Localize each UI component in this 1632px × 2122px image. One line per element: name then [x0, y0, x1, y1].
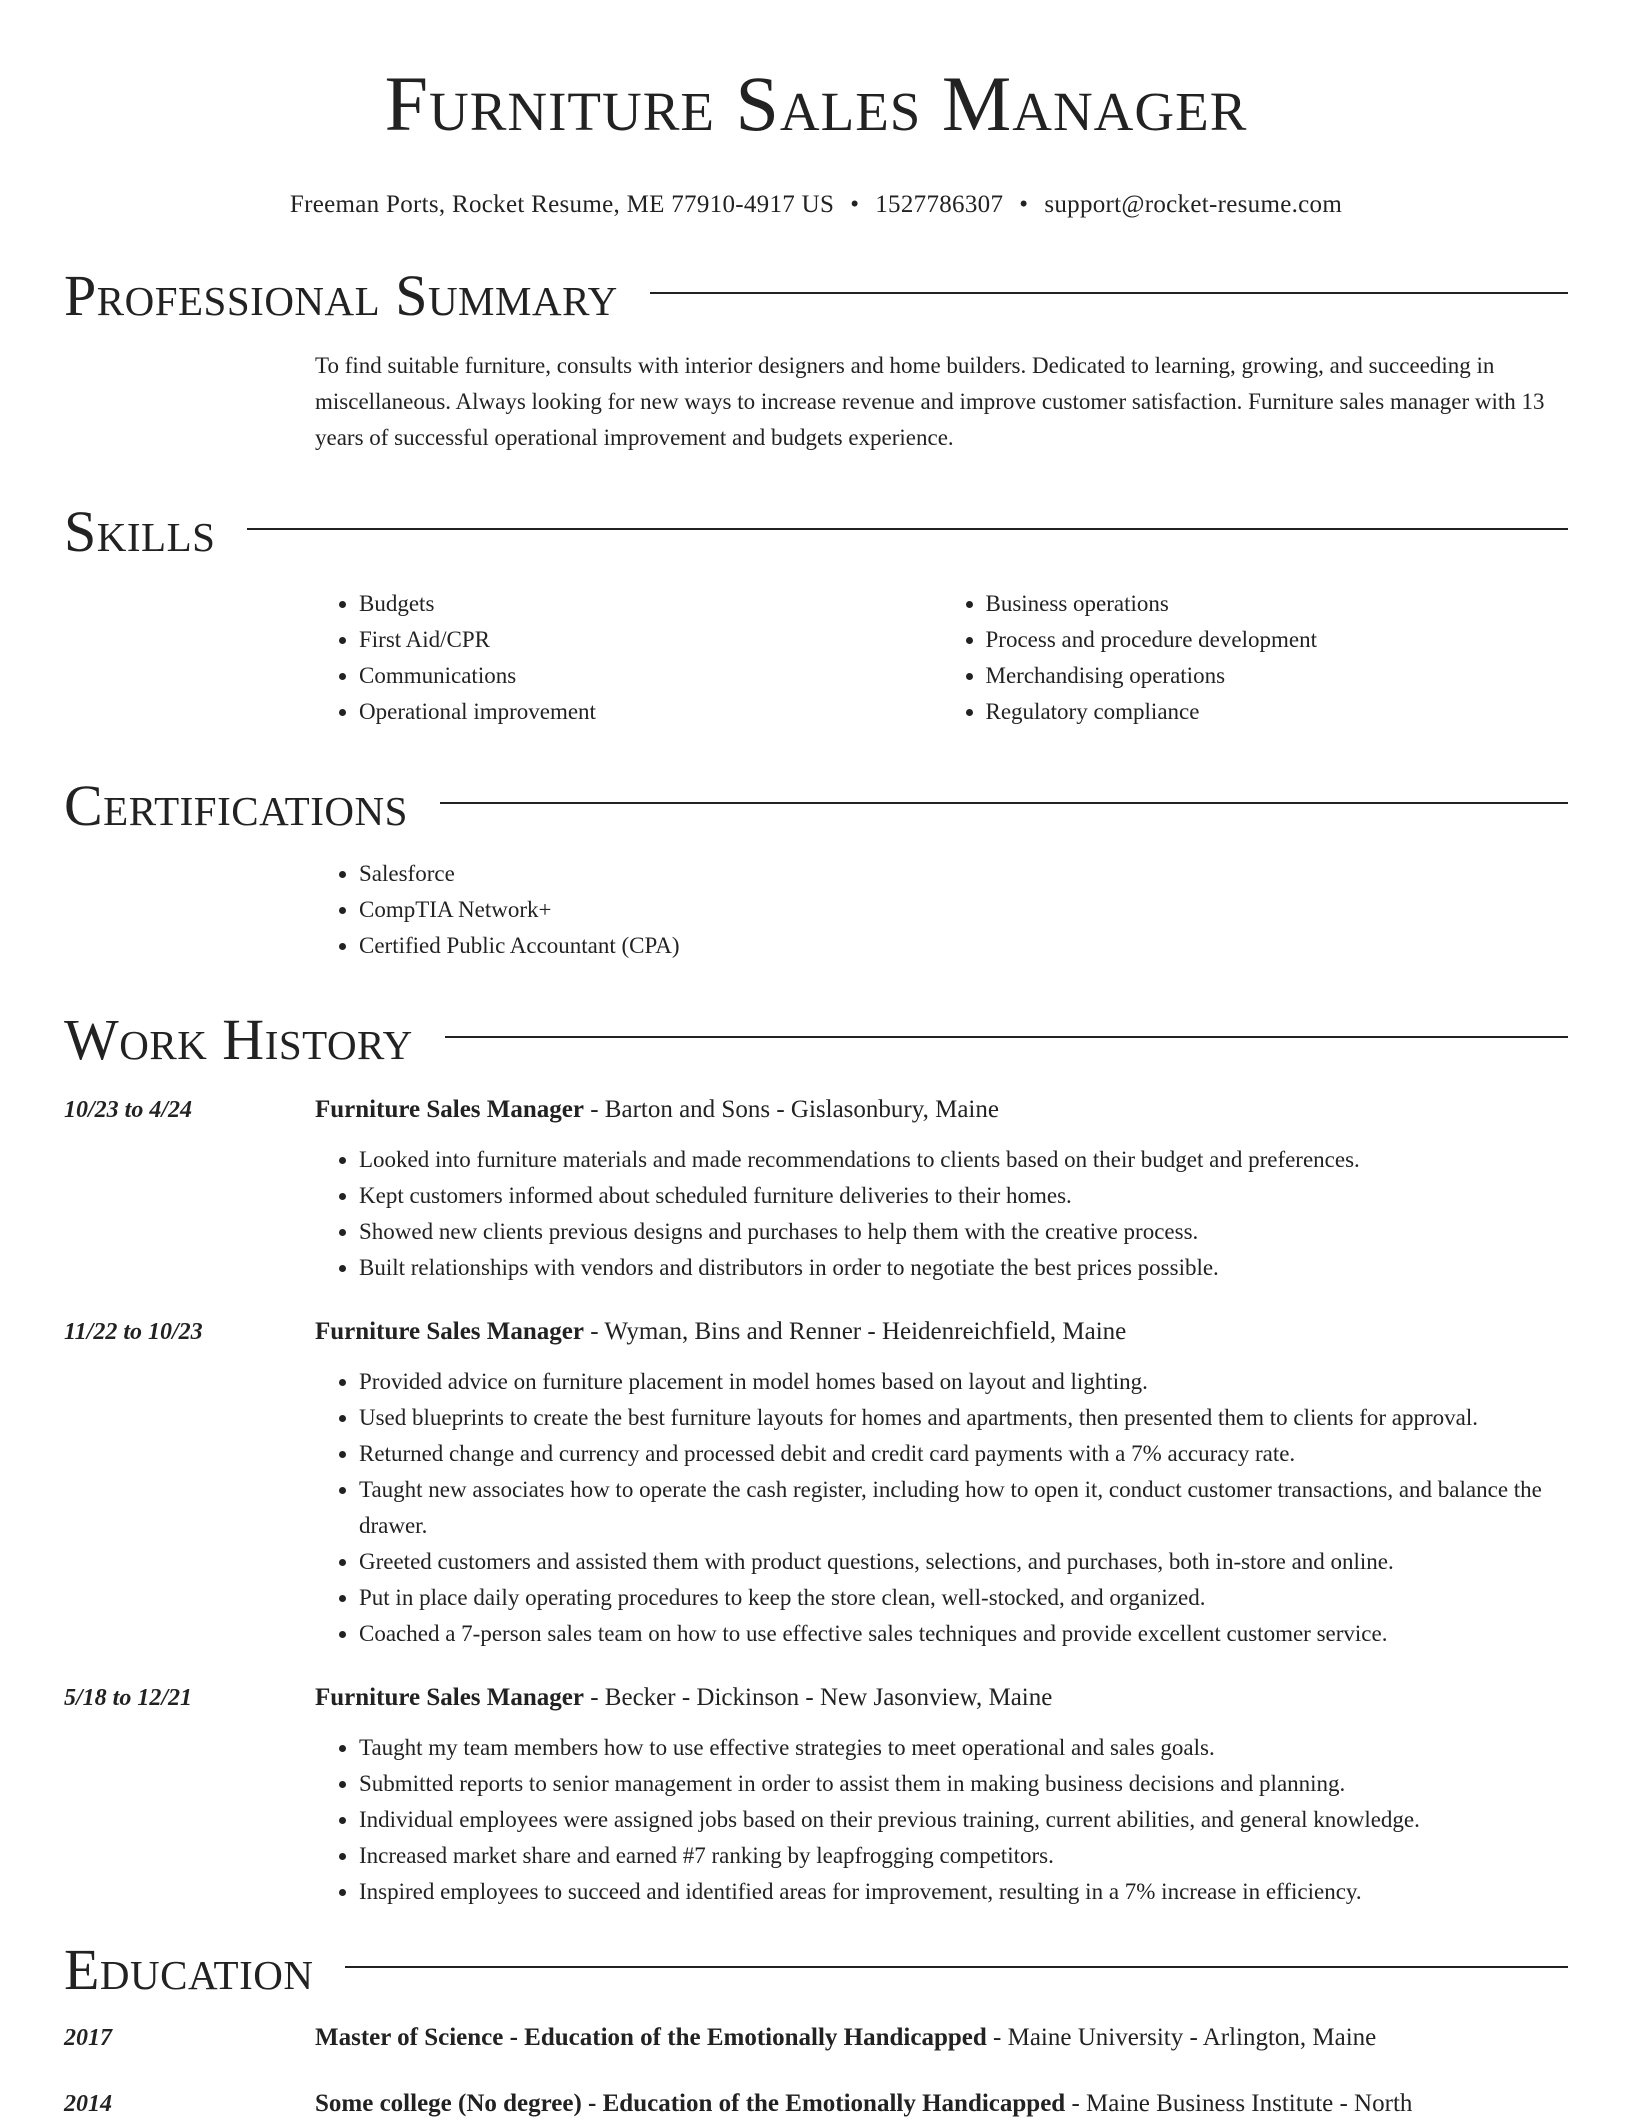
skill-item: • Process and procedure development: [986, 622, 1569, 658]
job-bullet: • Individual employees were assigned jobs based on their previous training, current abilities, and general knowledge.: [359, 1802, 1568, 1838]
summary-section-header: [64, 264, 1568, 328]
job-bullet: • Coached a 7-person sales team on how to use effective sales techniques and provide excellent customer service.: [359, 1616, 1568, 1652]
job-bullet: • Inspired employees to succeed and identified areas for improvement, resulting in a 7% increase in efficiency.: [359, 1874, 1568, 1910]
education-section-header: [64, 1938, 1568, 2002]
job-bullet: • Used blueprints to create the best furniture layouts for homes and apartments, then presented them to clients for approval.: [359, 1400, 1568, 1436]
job-bullets: [315, 1730, 1568, 1910]
job-bullet: • Returned change and currency and processed debit and credit card payments with a 7% accuracy rate.: [359, 1436, 1568, 1472]
summary-title: Professional Summary: [64, 263, 618, 328]
job-entry: [64, 1680, 1568, 1910]
contact-phone: 1527786307: [875, 191, 1004, 218]
job-header: [64, 1314, 1568, 1350]
skill-item: • Regulatory compliance: [986, 694, 1569, 730]
work-title: Work History: [64, 1007, 413, 1072]
education-title: Education: [64, 1937, 314, 2002]
skill-item: • Merchandising operations: [986, 658, 1569, 694]
job-entry: [64, 1092, 1568, 1286]
skills-columns: [315, 586, 1568, 730]
skill-item: • Budgets: [359, 586, 942, 622]
job-entry: [64, 1314, 1568, 1652]
job-title: Furniture Sales Manager: [315, 1096, 584, 1123]
job-company: - Wyman, Bins and Renner - Heidenreichfield, Maine: [583, 1318, 1127, 1345]
skill-item: • Communications: [359, 658, 942, 694]
certification-item: • Certified Public Accountant (CPA): [359, 928, 1568, 964]
education-date: 2014: [64, 2091, 112, 2117]
job-bullet: • Showed new clients previous designs and purchases to help them with the creative process.: [359, 1214, 1568, 1250]
section-divider: [345, 1966, 1568, 1968]
skills-list-left: [315, 586, 942, 730]
contact-line: [64, 190, 1568, 220]
job-bullet: • Kept customers informed about scheduled furniture deliveries to their homes.: [359, 1178, 1568, 1214]
skills-list-right: [942, 586, 1569, 730]
education-school: - Maine Business Institute - North: [1065, 2090, 1413, 2117]
skills-section-header: [64, 500, 1568, 564]
section-divider: [650, 292, 1568, 294]
education-entry: [64, 2086, 1568, 2122]
resume-name: Furniture Sales Manager: [384, 60, 1248, 147]
job-bullet: • Submitted reports to senior management in order to assist them in making business decisions and planning.: [359, 1766, 1568, 1802]
certifications-section-header: [64, 774, 1568, 838]
job-header: [64, 1680, 1568, 1716]
job-header: [64, 1092, 1568, 1128]
job-bullet: • Taught new associates how to operate the cash register, including how to open it, conduct customer transactions, and balance the drawer.: [359, 1472, 1568, 1544]
job-bullet: • Provided advice on furniture placement in model homes based on layout and lighting.: [359, 1364, 1568, 1400]
skill-item: • Operational improvement: [359, 694, 942, 730]
job-bullet: • Greeted customers and assisted them with product questions, selections, and purchases, both in-store and online.: [359, 1544, 1568, 1580]
job-bullets: [315, 1142, 1568, 1286]
education-list: [64, 2020, 1568, 2122]
job-title: Furniture Sales Manager: [315, 1684, 584, 1711]
education-line: [315, 2020, 1376, 2056]
education-degree: Some college (No degree) - Education of the Emotionally Handicapped: [315, 2090, 1066, 2117]
job-bullet: • Put in place daily operating procedures to keep the store clean, well-stocked, and organized.: [359, 1580, 1568, 1616]
section-divider: [445, 1036, 1568, 1038]
education-entry: [64, 2020, 1568, 2056]
contact-email[interactable]: support@rocket-resume.com: [1044, 191, 1343, 218]
job-company: - Becker - Dickinson - New Jasonview, Maine: [583, 1684, 1053, 1711]
certifications-list: [315, 856, 1568, 964]
job-bullets: [315, 1364, 1568, 1652]
job-title: Furniture Sales Manager: [315, 1318, 584, 1345]
contact-address: Freeman Ports, Rocket Resume, ME 77910-4917 US: [289, 191, 835, 218]
contact-separator: •: [850, 191, 860, 218]
education-degree: Master of Science - Education of the Emotionally Handicapped: [315, 2024, 987, 2051]
section-divider: [440, 802, 1568, 804]
job-bullet: • Built relationships with vendors and distributors in order to negotiate the best prices possible.: [359, 1250, 1568, 1286]
job-dates: 11/22 to 10/23: [64, 1319, 203, 1345]
education-date: 2017: [64, 2025, 112, 2051]
summary-text: To find suitable furniture, consults with interior designers and home builders. Dedicated to learning, growing, and succeeding in miscellaneous. Always looking for new ways to increase revenue and improve customer satisfaction. Furniture sales manager with 13 years of successful operational improvement and budgets experience.: [315, 353, 1545, 450]
job-dates: 5/18 to 12/21: [64, 1685, 193, 1711]
job-bullet: • Increased market share and earned #7 ranking by leapfrogging competitors.: [359, 1838, 1568, 1874]
education-line: [315, 2086, 1412, 2122]
certification-item: • Salesforce: [359, 856, 1568, 892]
work-history-list: [64, 1092, 1568, 1910]
job-title-line: [315, 1680, 1052, 1716]
work-section-header: [64, 1008, 1568, 1072]
certifications-block: [315, 856, 1568, 964]
section-divider: [247, 528, 1568, 530]
certification-item: • CompTIA Network+: [359, 892, 1568, 928]
job-bullet: • Taught my team members how to use effective strategies to meet operational and sales goals.: [359, 1730, 1568, 1766]
skill-item: • Business operations: [986, 586, 1569, 622]
skills-title: Skills: [64, 499, 216, 564]
job-title-line: [315, 1314, 1126, 1350]
certifications-title: Certifications: [64, 773, 408, 838]
contact-separator: •: [1019, 191, 1029, 218]
job-title-line: [315, 1092, 999, 1128]
education-school: - Maine University - Arlington, Maine: [986, 2024, 1377, 2051]
skill-item: • First Aid/CPR: [359, 622, 942, 658]
job-bullet: • Looked into furniture materials and made recommendations to clients based on their budget and preferences.: [359, 1142, 1568, 1178]
job-company: - Barton and Sons - Gislasonbury, Maine: [583, 1096, 999, 1123]
job-dates: 10/23 to 4/24: [64, 1097, 193, 1123]
